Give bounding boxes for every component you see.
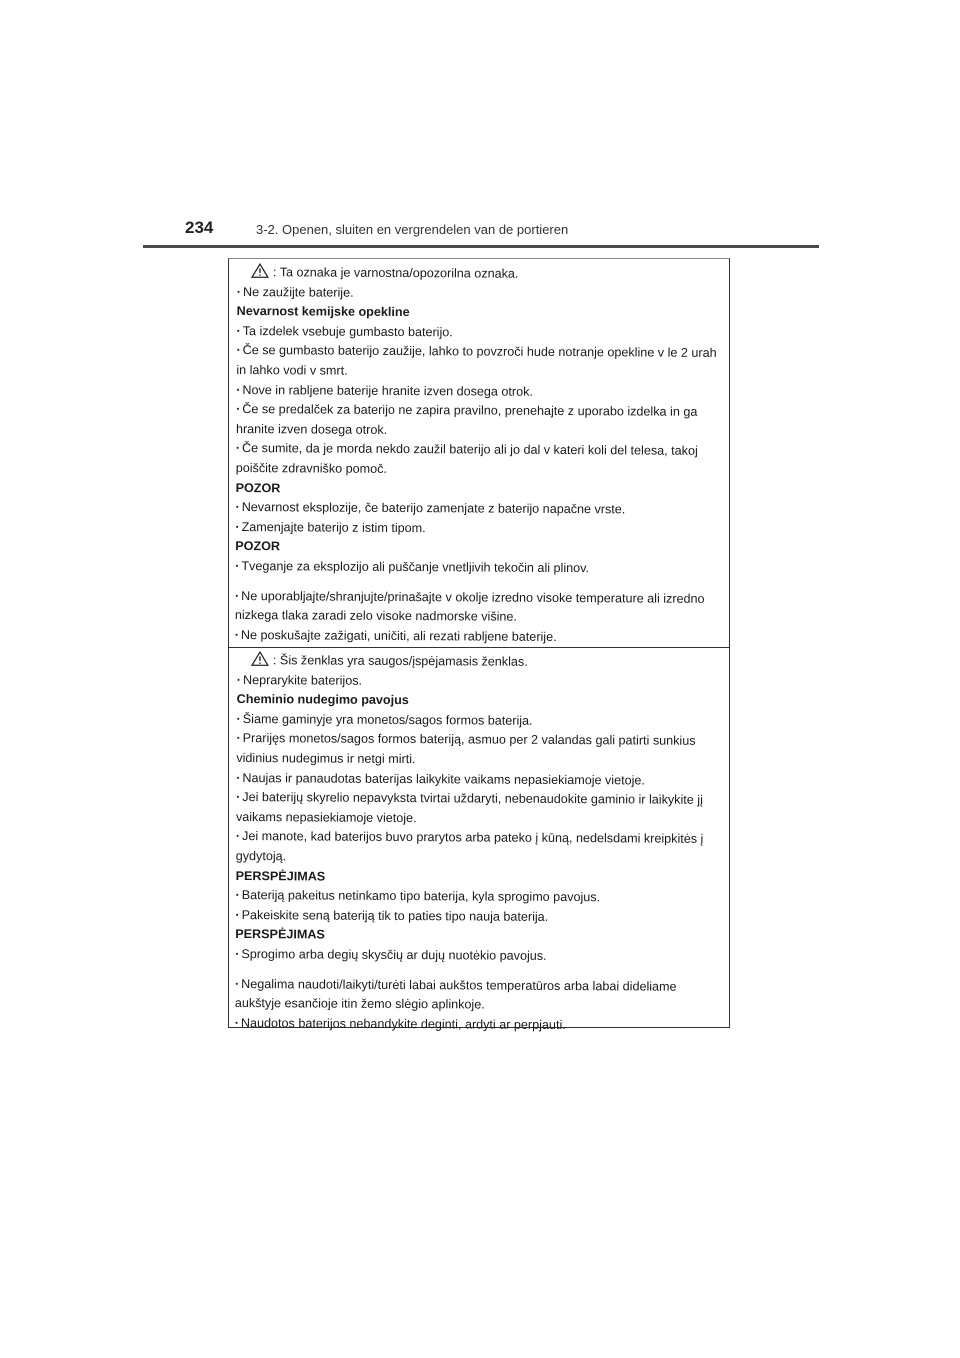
lithuanian-warning-sign-text: : Šis ženklas yra saugos/įspėjamasis ženklas. xyxy=(272,653,528,669)
line-text: Če sumite, da je morda nekdo zaužil baterijo ali jo dal v kateri koli del telesa, takoj poiščite zdravniško pomoč. xyxy=(235,441,698,476)
lithuanian-lines xyxy=(235,671,721,1037)
warning-line xyxy=(235,886,719,909)
line-text: Če se gumbasto baterijo zaužije, lahko to povzroči hude notranje opekline v le 2 urah in lahko vodi v smrt. xyxy=(236,343,717,378)
warning-line xyxy=(235,626,719,649)
line-text: Sprogimo arba degių skysčių ar dujų nuotėkio pavojus. xyxy=(241,946,547,963)
line-text: Nove in rabljene baterije hranite izven dosega otrok. xyxy=(242,382,533,399)
line-text: Naujas ir panaudotas baterijas laikykite vaikams nepasiekiamoje vietoje. xyxy=(242,770,645,788)
line-text: Pakeiskite seną bateriją tik to paties tipo nauja baterija. xyxy=(241,907,549,924)
line-text: PERSPĖJIMAS xyxy=(235,868,326,884)
slovenian-warning-sign-line xyxy=(237,263,721,286)
line-text: Nevarnost eksplozije, če baterijo zamenjate z baterijo napačne vrste. xyxy=(241,500,626,517)
line-text: Jei baterijų skyrelio nepavyksta tvirtai uždaryti, nebenaudokite gaminio ir laikykite jį vaikams nepasiekiamoje vietoje. xyxy=(235,790,703,825)
line-text: Bateriją pakeitus netinkamo tipo baterija, kyla sprogimo pavojus. xyxy=(241,888,601,905)
line-text: Prarijęs monetos/sagos formos bateriją, asmuo per 2 valandas gali patirti sunkius vidinius nudegimus ir netgi mirti. xyxy=(236,731,696,767)
warning-line xyxy=(236,788,720,830)
line-text: PERSPĖJIMAS xyxy=(235,927,325,942)
line-text: Jei manote, kad baterijos buvo prarytos arba pateko į kūną, nedelsdami kreipkitės į gydytoją. xyxy=(235,829,704,864)
warning-line xyxy=(235,498,719,521)
section-heading xyxy=(237,690,721,713)
line-text: Šiame gaminyje yra monetos/sagos formos baterija. xyxy=(242,711,533,728)
page-header xyxy=(143,218,819,246)
line-text: Nevarnost kemijske opekline xyxy=(236,304,410,320)
warning-line xyxy=(236,827,720,869)
lithuanian-warning-block xyxy=(235,651,721,1036)
warning-line xyxy=(235,1014,719,1037)
warning-line xyxy=(235,518,719,541)
lithuanian-warning-sign-line xyxy=(237,651,721,674)
warning-line xyxy=(235,586,719,628)
line-text: Ta izdelek vsebuje gumbasto baterijo. xyxy=(242,323,453,340)
slovenian-warning-sign-text: : Ta oznaka je varnostna/opozorilna oznaka. xyxy=(272,265,519,281)
line-text: POZOR xyxy=(235,539,281,554)
warning-triangle-icon xyxy=(251,651,269,666)
line-text: POZOR xyxy=(235,480,281,495)
warning-line xyxy=(236,439,720,481)
warning-line xyxy=(235,557,719,580)
warning-line xyxy=(236,341,720,383)
header-rule xyxy=(143,245,819,248)
line-text: Če se predalček za baterijo ne zapira pravilno, prenehajte z uporabo izdelka in ga hranite izven dosega otrok. xyxy=(235,402,698,437)
line-text: Naudotos baterijos nebandykite deginti, ardyti ar perpjauti. xyxy=(240,1015,566,1032)
line-text: Negalima naudoti/laikyti/turėti labai aukštos temperatūros arba labai dideliame aukštyje esančioje itin žemo slėgio aplinkoje. xyxy=(234,976,677,1012)
page-number: 234 xyxy=(185,218,214,237)
line-text: Tveganje za eksplozijo ali puščanje vnetljivih tekočin ali plinov. xyxy=(241,558,590,576)
slovenian-lines xyxy=(235,283,721,649)
line-text: Zamenjajte baterijo z istim tipom. xyxy=(241,519,426,535)
warning-line xyxy=(235,974,719,1016)
warning-line xyxy=(236,729,720,771)
line-text: Ne poskušajte zažigati, uničiti, ali rezati rabljene baterije. xyxy=(240,627,557,644)
language-divider xyxy=(229,647,729,648)
warning-line xyxy=(235,945,719,968)
section-title: 3-2. Openen, sluiten en vergrendelen van de portieren xyxy=(256,222,569,237)
slovenian-warning-block xyxy=(235,263,721,648)
warning-triangle-icon xyxy=(251,263,269,278)
warning-line xyxy=(236,400,720,442)
line-text: Neprarykite baterijos. xyxy=(242,672,363,688)
battery-warning-box xyxy=(228,258,730,1032)
line-text: Ne uporabljajte/shranjujte/prinašajte v okolje izredno visoke temperature ali izredno nizkega tlaka zaradi zelo visoke nadmorske višine. xyxy=(234,588,705,624)
section-heading xyxy=(237,302,721,325)
line-text: Ne zaužijte baterije. xyxy=(242,284,354,300)
line-text: Cheminio nudegimo pavojus xyxy=(236,692,409,708)
